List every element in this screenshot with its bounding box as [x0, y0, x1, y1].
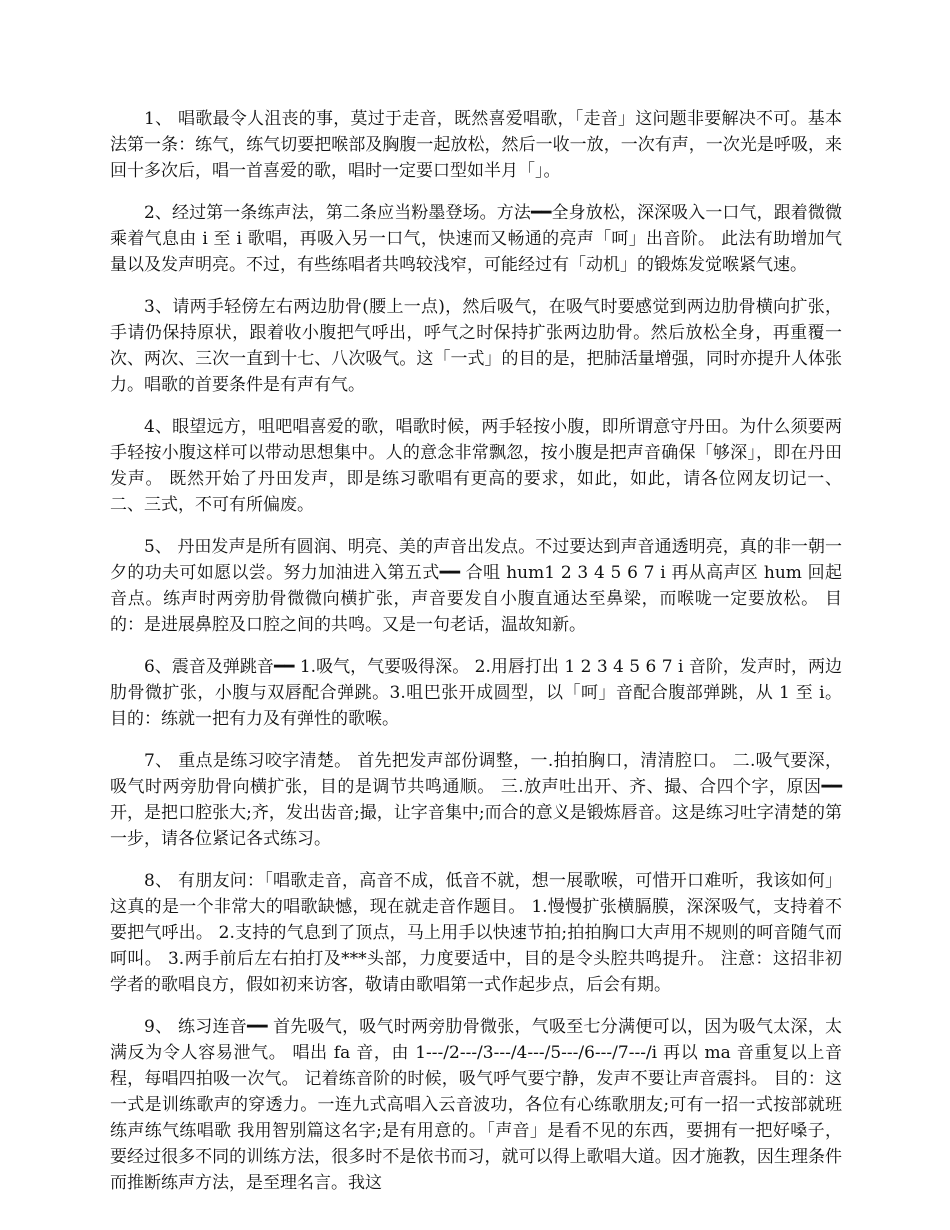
- document-page: [110, 106, 842, 1196]
- paragraph-9: 9、 练习连音━━ 首先吸气，吸气时两旁肋骨微张，气吸至七分满便可以，因为吸气太深，太满反为令人容易泄气。 唱出 fa 音，由 1---/2---/3---/4---/5---/6---/7---/i 再以 ma 音重复以上音程，每唱四拍吸一次气。 记着练音阶的时候，吸气呼气要宁静，发声不要让声音震抖。 目的：这一式是训练歌声的穿透力。一连九式高唱入云音波功，各位有心练歌朋友;可有一招一式按部就班练声练气练唱歌 我用智别篇这名字;是有用意的。「声音」是看不见的东西，要拥有一把好嗓子，要经过很多不同的训练方法，很多时不是依书而习，就可以得上歌唱大道。因才施教，因生理条件而推断练声方法，是至理名言。我这: [110, 1017, 842, 1193]
- paragraph-5: 5、 丹田发声是所有圆润、明亮、美的声音出发点。不过要达到声音通透明亮，真的非一朝一夕的功夫可如愿以尝。努力加油进入第五式━━ 合咀 hum1 2 3 4 5 6 7 i 再从高声区 hum 回起音点。练声时两旁肋骨微微向横扩张，声音要发自小腹直通达至鼻梁，而喉咙一定要放松。 目的：是进展鼻腔及口腔之间的共鸣。又是一句老话，温故知新。: [110, 537, 842, 635]
- paragraph-7: 7、 重点是练习咬字清楚。 首先把发声部份调整，一.拍拍胸口，清清腔口。 二.吸气要深，吸气时两旁肋骨向横扩张，目的是调节共鸣通顺。 三.放声吐出开、齐、撮、合四个字，原因━━开，是把口腔张大;齐，发出齿音;撮，让字音集中;而合的意义是锻炼唇音。这是练习吐字清楚的第一步，请各位紧记各式练习。: [110, 751, 842, 849]
- paragraph-1: 1、 唱歌最令人沮丧的事，莫过于走音，既然喜爱唱歌，「走音」这问题非要解决不可。基本法第一条：练气，练气切要把喉部及胸腹一起放松，然后一收一放，一次有声，一次光是呼吸，来回十多次后，唱一首喜爱的歌，唱时一定要口型如半月「」。: [110, 109, 842, 181]
- paragraph-4: 4、眼望远方，咀吧唱喜爱的歌，唱歌时候，两手轻按小腹，即所谓意守丹田。为什么须要两手轻按小腹这样可以带动思想集中。人的意念非常飘忽，按小腹是把声音确保「够深」，即在丹田发声。 既然开始了丹田发声，即是练习歌唱有更高的要求，如此，如此，请各位网友切记一、二、三式，不可有所偏废。: [110, 417, 842, 515]
- paragraph-6: 6、震音及弹跳音━━ 1.吸气，气要吸得深。 2.用唇打出 1 2 3 4 5 6 7 i 音阶，发声时，两边肋骨微扩张，小腹与双唇配合弹跳。3.咀巴张开成圆型，以「呵」音配合腹部弹跳，从 1 至 i。 目的：练就一把有力及有弹性的歌喉。: [110, 657, 842, 729]
- paragraph-8: 8、 有朋友问：「唱歌走音，高音不成，低音不就，想一展歌喉，可惜开口难听，我该如何」这真的是一个非常大的唱歌缺憾，现在就走音作题目。 1.慢慢扩张横膈膜，深深吸气，支持着不要把气呼出。 2.支持的气息到了顶点，马上用手以快速节拍;拍拍胸口大声用不规则的呵音随气而呵叫。 3.两手前后左右拍打及***头部，力度要适中，目的是令头腔共鸣提升。 注意：这招非初学者的歌唱良方，假如初来访客，敬请由歌唱第一式作起步点，后会有期。: [110, 871, 842, 995]
- paragraph-2: 2、经过第一条练声法，第二条应当粉墨登场。方法━━全身放松，深深吸入一口气，跟着微微乘着气息由 i 至 i 歌唱，再吸入另一口气，快速而又畅通的亮声「呵」出音阶。 此法有助增加气量以及发声明亮。不过，有些练唱者共鸣较浅窄，可能经过有「动机」的锻炼发觉喉紧气速。: [110, 203, 842, 275]
- paragraph-3: 3、请两手轻傍左右两边肋骨(腰上一点)，然后吸气，在吸气时要感觉到两边肋骨横向扩张，手请仍保持原状，跟着收小腹把气呼出，呼气之时保持扩张两边肋骨。然后放松全身，再重覆一次、两次、三次一直到十七、八次吸气。这「一式」的目的是，把肺活量增强，同时亦提升人体张力。唱歌的首要条件是有声有气。: [110, 297, 842, 395]
